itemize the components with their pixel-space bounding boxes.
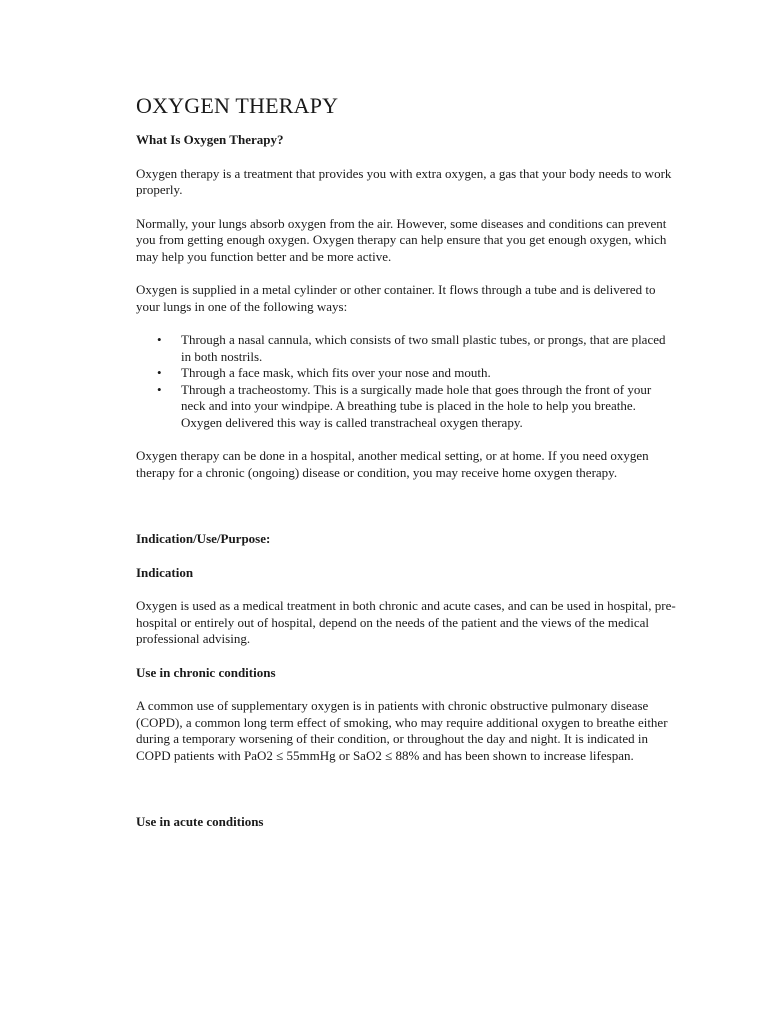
list-item-text: Through a face mask, which fits over your nose and mouth. (181, 365, 491, 380)
bullet-icon: • (157, 365, 162, 380)
paragraph-settings: Oxygen therapy can be done in a hospital, another medical setting, or at home. If you need oxygen therapy for a chronic (ongoing) disease or condition, you may receive home oxygen therapy. (136, 448, 649, 480)
paragraph-chronic: A common use of supplementary oxygen is in patients with chronic obstructive pulmonary disease (COPD), a common long term effect of smoking, who may require additional oxygen to breathe either during a temporary worsening of their condition, or throughout the day and night. It is indicated in COPD patients with PaO2 ≤ 55mmHg or SaO2 ≤ 88% and has been shown to increase lifespan. (136, 698, 668, 763)
subheading-indication: Indication (136, 564, 194, 580)
section-heading-indication-use: Indication/Use/Purpose: (136, 531, 271, 546)
list-item-text: Through a tracheostomy. This is a surgically made hole that goes through the front of your neck and into your windpipe. A breathing tube is placed in the hole to help you breathe. Oxygen delivered this way is called transtracheal oxygen therapy. (181, 381, 652, 430)
delivery-methods-list (136, 332, 676, 431)
bullet-icon: • (157, 332, 162, 347)
paragraph-definition: Oxygen therapy is a treatment that provides you with extra oxygen, a gas that your body needs to work properly. (136, 165, 672, 197)
list-item (136, 382, 676, 432)
bullet-icon: • (157, 381, 162, 397)
paragraph-normally: Normally, your lungs absorb oxygen from the air. However, some diseases and conditions can prevent you from getting enough oxygen. Oxygen therapy can help ensure that you get enough oxygen, which may help you function better and be more active. (136, 215, 667, 264)
list-item (136, 332, 676, 365)
subheading-chronic: Use in chronic conditions (136, 664, 276, 680)
document-page (136, 92, 676, 831)
document-title: OXYGEN THERAPY (136, 93, 339, 118)
subheading-acute: Use in acute conditions (136, 814, 264, 829)
paragraph-supply: Oxygen is supplied in a metal cylinder or other container. It flows through a tube and is delivered to your lungs in one of the following ways: (136, 282, 656, 314)
paragraph-indication: Oxygen is used as a medical treatment in both chronic and acute cases, and can be used in hospital, pre-hospital or entirely out of hospital, depend on the needs of the patient and the views of the medical professional advising. (136, 598, 676, 646)
list-item (136, 365, 676, 382)
list-item-text: Through a nasal cannula, which consists of two small plastic tubes, or prongs, that are placed in both nostrils. (181, 332, 666, 364)
section-heading-what-is: What Is Oxygen Therapy? (136, 132, 284, 147)
